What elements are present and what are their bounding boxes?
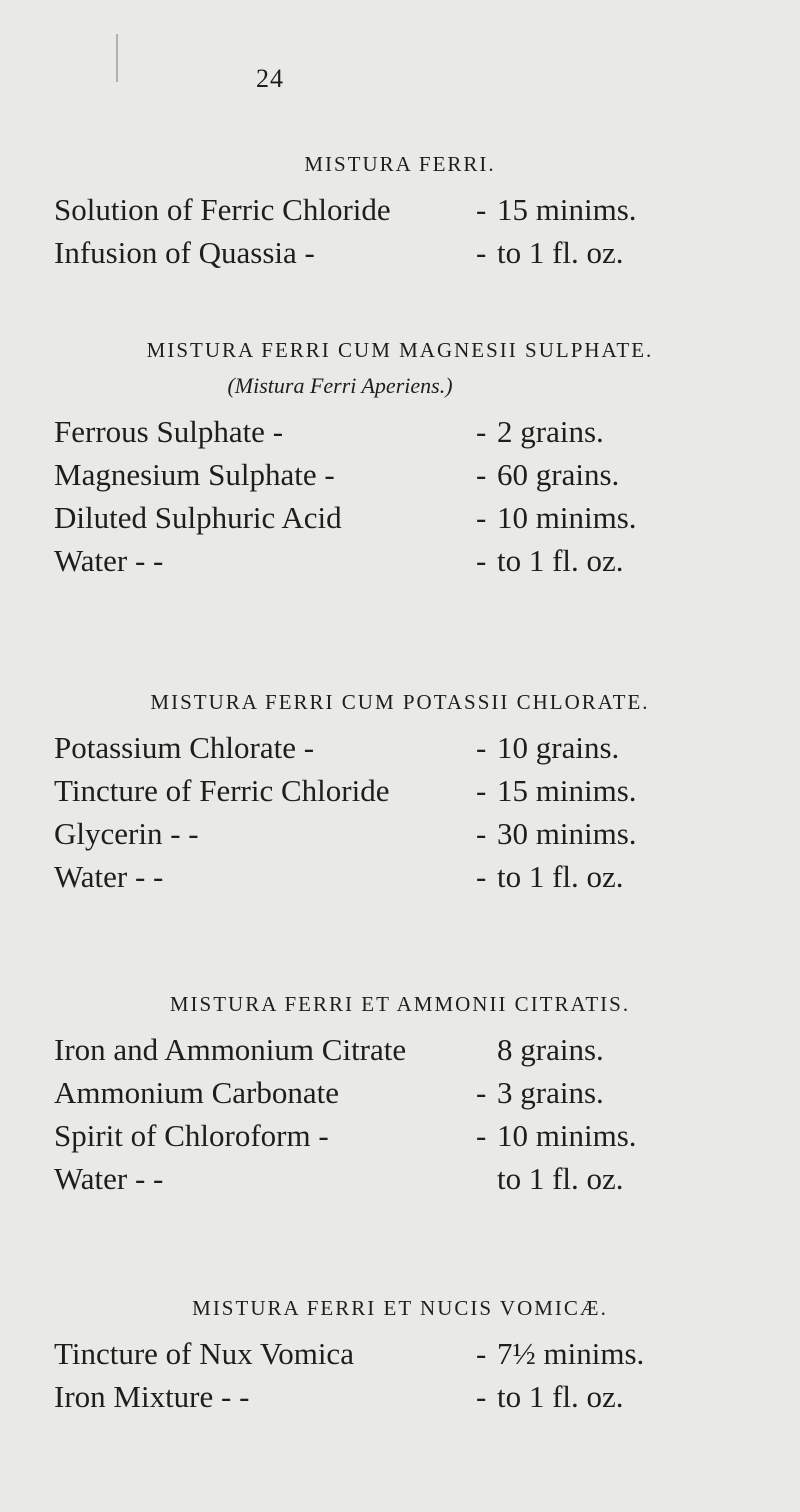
section-mistura-ferri-et-ammonii-citratis	[0, 990, 800, 1200]
ingredient-name: Solution of Ferric Chloride	[54, 192, 391, 227]
ingredient-row	[0, 1071, 800, 1114]
section-mistura-ferri-cum-potassii-chlorate	[0, 688, 800, 898]
ingredient-name: Potassium Chlorate -	[54, 730, 315, 765]
leader-dash: -	[476, 1118, 487, 1153]
ingredient-row	[0, 769, 800, 812]
ingredient-name: Tincture of Nux Vomica	[54, 1336, 354, 1371]
ingredient-row	[0, 1114, 800, 1157]
section-title: MISTURA FERRI.	[304, 152, 496, 176]
ingredient-quantity: 3 grains.	[497, 1075, 604, 1110]
ingredient-quantity: 15 minims.	[497, 192, 637, 227]
leader-dash: -	[476, 543, 487, 578]
ingredient-row	[0, 188, 800, 231]
ingredient-quantity: to 1 fl. oz.	[497, 859, 624, 894]
section-title: MISTURA FERRI ET NUCIS VOMICÆ.	[192, 1296, 608, 1320]
ingredient-name: Water - -	[54, 1161, 164, 1196]
leader-dash: -	[476, 192, 487, 227]
ingredient-quantity: 15 minims.	[497, 773, 637, 808]
ingredient-quantity: 7½ minims.	[497, 1336, 645, 1371]
ingredient-row	[0, 812, 800, 855]
ingredient-name: Spirit of Chloroform -	[54, 1118, 329, 1153]
ingredient-name: Iron and Ammonium Citrate	[54, 1032, 407, 1067]
section-mistura-ferri-et-nucis-vomicae	[0, 1294, 800, 1418]
ingredient-row	[0, 539, 800, 582]
leader-dash: -	[476, 816, 487, 851]
leader-dash: -	[476, 773, 487, 808]
ingredient-quantity: 2 grains.	[497, 414, 604, 449]
ingredient-row	[0, 496, 800, 539]
leader-dash: -	[476, 414, 487, 449]
ingredient-name: Glycerin - -	[54, 816, 199, 851]
leader-dash: -	[476, 457, 487, 492]
leader-dash: -	[476, 1336, 487, 1371]
ingredient-row	[0, 1375, 800, 1418]
section-title: MISTURA FERRI CUM MAGNESII SULPHATE.	[146, 338, 654, 362]
ingredient-name: Water - -	[54, 859, 164, 894]
ingredient-row	[0, 1028, 800, 1071]
leader-dash: -	[476, 730, 487, 765]
ingredient-row	[0, 1332, 800, 1375]
ingredient-quantity: 30 minims.	[497, 816, 637, 851]
leader-dash: -	[476, 1075, 487, 1110]
ingredient-name: Tincture of Ferric Chloride	[54, 773, 390, 808]
section-title: MISTURA FERRI ET AMMONII CITRATIS.	[169, 992, 631, 1016]
ingredient-name: Iron Mixture - -	[54, 1379, 250, 1414]
leader-dash: -	[476, 235, 487, 270]
ingredient-quantity: 8 grains.	[497, 1032, 604, 1067]
ingredient-name: Infusion of Quassia -	[54, 235, 315, 270]
ingredient-quantity: 10 grains.	[497, 730, 620, 765]
section-subtitle: (Mistura Ferri Aperiens.)	[227, 373, 453, 398]
section-mistura-ferri-cum-magnesii-sulphate	[0, 336, 800, 582]
leader-dash: -	[476, 500, 487, 535]
section-title: MISTURA FERRI CUM POTASSII CHLORATE.	[150, 690, 650, 714]
ingredient-quantity: 10 minims.	[497, 1118, 637, 1153]
leader-dash: -	[476, 859, 487, 894]
leader-dash: -	[476, 1379, 487, 1414]
ingredient-quantity: 60 grains.	[497, 457, 620, 492]
ingredient-name: Magnesium Sulphate -	[54, 457, 335, 492]
ingredient-quantity: to 1 fl. oz.	[497, 543, 624, 578]
ingredient-row	[0, 453, 800, 496]
ingredient-row	[0, 410, 800, 453]
ingredient-row	[0, 231, 800, 274]
ingredient-row	[0, 855, 800, 898]
ingredient-quantity: 10 minims.	[497, 500, 637, 535]
ingredient-name: Ammonium Carbonate	[54, 1075, 339, 1110]
section-mistura-ferri	[0, 150, 800, 274]
ingredient-row	[0, 1157, 800, 1200]
ingredient-row	[0, 726, 800, 769]
page-number: 24	[256, 64, 284, 93]
ingredient-name: Diluted Sulphuric Acid	[54, 500, 342, 535]
ingredient-quantity: to 1 fl. oz.	[497, 235, 624, 270]
ingredient-quantity: to 1 fl. oz.	[497, 1379, 624, 1414]
ingredient-name: Ferrous Sulphate -	[54, 414, 284, 449]
ingredient-quantity: to 1 fl. oz.	[497, 1161, 624, 1196]
ingredient-name: Water - -	[54, 543, 164, 578]
